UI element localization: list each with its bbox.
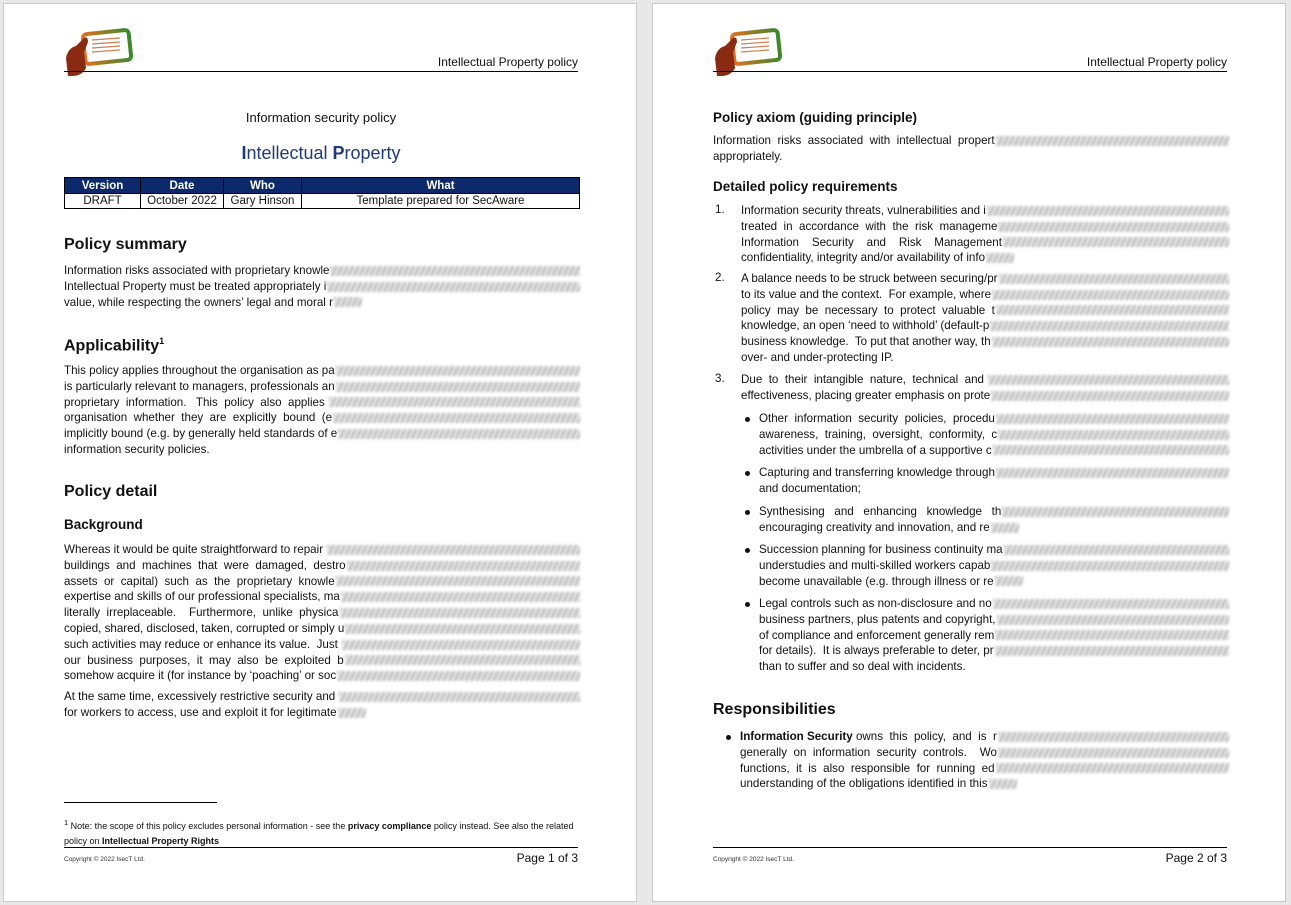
text-line: [64, 605, 580, 621]
line-text: effectiveness, placing greater emphasis on prote: [741, 388, 991, 402]
line-text: Information risks associated with intellectual propert: [713, 134, 995, 147]
requirement-item: [741, 372, 1229, 404]
heading-policy-detail: Policy detail: [64, 483, 158, 500]
bullet-item: [759, 465, 1229, 497]
copyright: Copyright © 2022 IsecT Ltd.: [64, 856, 145, 863]
page-1: [3, 3, 637, 902]
line-text: generally on information security controls. Wo: [740, 745, 997, 759]
redacted-text-blur: [330, 266, 580, 276]
text-line: [64, 395, 580, 411]
text-line: [759, 574, 1229, 590]
redacted-text-blur: [995, 646, 1229, 656]
line-text: Synthesising and enhancing knowledge th: [759, 505, 1002, 518]
redacted-text-blur: [345, 624, 580, 634]
col-what: What: [302, 178, 580, 194]
line-text: somehow acquire it (for instance by ‘poaching’ or soc: [64, 669, 337, 683]
text-line: [713, 149, 1229, 165]
line-text: Due to their intangible nature, technical and: [741, 373, 988, 386]
header-doc-name: Intellectual Property policy: [1086, 55, 1227, 69]
line-text: encouraging creativity and innovation, and re: [759, 520, 990, 534]
redacted-text-blur: [989, 779, 1017, 789]
summary-paragraph: [64, 263, 580, 310]
redacted-text-blur: [336, 382, 580, 392]
redacted-text-blur: [339, 692, 580, 702]
requirement-item: [741, 271, 1229, 366]
doc-title: Intellectual Property: [241, 143, 401, 163]
line-text: confidentiality, integrity and/or availability of info: [741, 251, 986, 265]
requirement-item: [741, 203, 1229, 266]
text-line: [64, 263, 580, 279]
redacted-text-blur: [993, 599, 1229, 609]
header-doc-name: Intellectual Property policy: [437, 55, 578, 69]
responsibility-owner: Information Security: [740, 730, 853, 743]
text-line: [64, 363, 580, 379]
page-2: [652, 3, 1286, 902]
redacted-text-blur: [338, 708, 366, 718]
text-line: [759, 643, 1229, 659]
line-text: activities under the umbrella of a supportive c: [759, 443, 992, 457]
text-line: [759, 427, 1229, 443]
redacted-text-blur: [345, 655, 580, 665]
line-text: Whereas it would be quite straightforward to repair: [64, 543, 327, 556]
line-text: Information security threats, vulnerabilities and i: [741, 204, 986, 217]
redacted-text-blur: [340, 608, 581, 618]
redacted-text-blur: [997, 615, 1229, 625]
text-line: [741, 235, 1229, 251]
text-line: [64, 689, 580, 705]
line-text: over- and under-protecting IP.: [741, 350, 894, 364]
background-paragraph: [64, 542, 580, 684]
redacted-text-blur: [336, 366, 580, 376]
heading-applicability: Applicability$^1$: [64, 336, 165, 355]
redacted-text-blur: [988, 375, 1229, 385]
redacted-text-blur: [996, 136, 1229, 146]
footer-rule: [713, 847, 1227, 848]
page-number: Page 2 of 3: [1165, 851, 1227, 865]
redacted-text-blur: [347, 561, 580, 571]
redacted-text-blur: [995, 630, 1229, 640]
line-text: and documentation;: [759, 481, 861, 495]
redacted-text-blur: [992, 290, 1229, 300]
redacted-text-blur: [327, 282, 580, 292]
redacted-text-blur: [333, 413, 580, 423]
redacted-text-blur: [327, 545, 580, 555]
redacted-text-blur: [998, 748, 1229, 758]
col-version: Version: [65, 178, 141, 194]
line-text: Intellectual Property must be treated appropriately i: [64, 279, 327, 293]
line-text: of compliance and enforcement generally rem: [759, 628, 995, 642]
text-line: [741, 318, 1229, 334]
text-line: [64, 279, 580, 295]
line-text: expertise and skills of our professional specialists, ma: [64, 590, 340, 604]
list-number: 1.: [715, 203, 725, 216]
text-line: [759, 465, 1229, 481]
redacted-text-blur: [991, 561, 1229, 571]
redacted-text-blur: [338, 429, 580, 439]
col-who: Who: [224, 178, 302, 194]
line-text: assets or capital) such as the proprietary knowle: [64, 574, 335, 588]
line-text: buildings and machines that were damaged, destro: [64, 558, 346, 572]
text-line: [741, 219, 1229, 235]
text-line: [64, 637, 580, 653]
line-text: owns this policy, and is r: [852, 730, 997, 743]
text-line: [64, 558, 580, 574]
line-text: Other information security policies, procedu: [759, 412, 995, 425]
line-text: organisation whether they are explicitly bound (e: [64, 411, 333, 425]
line-text: A balance needs to be struck between securing/pr: [741, 272, 998, 285]
bullet-icon: [745, 417, 750, 422]
text-line: [64, 379, 580, 395]
text-line: [759, 612, 1229, 628]
line-text: Capturing and transferring knowledge through: [759, 466, 995, 479]
line-text: understanding of the obligations identified in this: [740, 777, 988, 791]
text-line: [64, 621, 580, 637]
header-rule: [713, 71, 1227, 72]
bullet-icon: [726, 735, 731, 740]
line-text: Succession planning for business continuity ma: [759, 543, 1003, 556]
redacted-text-blur: [991, 391, 1229, 401]
text-line: [741, 271, 1229, 287]
list-number: 3.: [715, 372, 725, 385]
cell-date: October 2022: [141, 194, 224, 209]
redacted-text-blur: [337, 671, 580, 681]
bullet-icon: [745, 510, 750, 515]
bullet-icon: [745, 471, 750, 476]
line-text: awareness, training, oversight, conformity, c: [759, 427, 998, 441]
text-line: [713, 133, 1229, 149]
text-line: [759, 481, 1229, 497]
text-line: [759, 596, 1229, 612]
table-row: [65, 194, 580, 209]
line-text: Information Security and Risk Management: [741, 235, 1002, 249]
heading-responsibilities: Responsibilities: [713, 701, 836, 718]
text-line: [759, 542, 1229, 558]
text-line: [741, 372, 1229, 388]
responsibility-paragraph: [740, 729, 1229, 792]
line-text: At the same time, excessively restrictive security and: [64, 690, 339, 703]
text-line: [759, 411, 1229, 427]
redacted-text-blur: [334, 297, 362, 307]
col-date: Date: [141, 178, 224, 194]
redacted-text-blur: [999, 274, 1229, 284]
line-text: understudies and multi-skilled workers capab: [759, 558, 991, 572]
page-number: Page 1 of 3: [516, 851, 578, 865]
text-line: [759, 628, 1229, 644]
text-line: [740, 729, 1229, 745]
line-text: treated in accordance with the risk manageme: [741, 219, 998, 233]
heading-policy-axiom: Policy axiom (guiding principle): [713, 110, 918, 125]
redacted-text-blur: [996, 763, 1229, 773]
bullet-item: [759, 504, 1229, 536]
line-text: than to suffer and so deal with incidents.: [759, 660, 966, 674]
text-line: [759, 520, 1229, 536]
text-line: [64, 542, 580, 558]
line-text: copied, shared, disclosed, taken, corrupted or simply u: [64, 621, 345, 635]
line-text: business partners, plus patents and copyright,: [759, 612, 996, 626]
redacted-text-blur: [995, 576, 1023, 586]
text-line: [64, 705, 580, 721]
text-line: [740, 776, 1229, 792]
line-text: for details). It is always preferable to deter, pr: [759, 644, 994, 658]
text-line: [759, 558, 1229, 574]
cell-version: DRAFT: [65, 194, 141, 209]
line-text: This policy applies throughout the organisation as pa: [64, 364, 335, 377]
text-line: [741, 287, 1229, 303]
text-line: [740, 745, 1229, 761]
text-line: [64, 295, 580, 311]
line-text: our business purposes, it may also be exploited b: [64, 653, 344, 667]
footer-rule: [64, 847, 578, 848]
bullet-item: [759, 596, 1229, 675]
text-line: [741, 350, 1229, 366]
version-table: [64, 177, 580, 209]
redacted-text-blur: [987, 206, 1229, 216]
redacted-text-blur: [1002, 507, 1229, 517]
redacted-text-blur: [996, 468, 1229, 478]
redacted-text-blur: [342, 640, 580, 650]
text-line: [741, 334, 1229, 350]
line-text: become unavailable (e.g. through illness or re: [759, 574, 994, 588]
line-text: information security policies.: [64, 442, 210, 456]
redacted-text-blur: [998, 732, 1229, 742]
text-line: [741, 203, 1229, 219]
line-text: implicitly bound (e.g. by generally held standards of e: [64, 427, 338, 441]
line-text: Legal controls such as non-disclosure and no: [759, 597, 992, 610]
redacted-text-blur: [991, 523, 1019, 533]
redacted-text-blur: [998, 430, 1229, 440]
heading-policy-summary: Policy summary: [64, 236, 187, 253]
line-text: literally irreplaceable. Furthermore, unlike physica: [64, 606, 339, 620]
redacted-text-blur: [1003, 237, 1229, 247]
footnote: $^1$ Note: the scope of this policy excludes personal information - see the privacy compliance policy instead. See also the related policy on Intellectual Property Rights: [64, 818, 574, 846]
line-text: Information risks associated with proprietary knowle: [64, 264, 330, 277]
applicability-paragraph: [64, 363, 580, 458]
text-line: [741, 250, 1229, 266]
bullet-icon: [745, 548, 750, 553]
text-line: [64, 668, 580, 684]
redacted-text-blur: [996, 414, 1229, 424]
line-text: knowledge, an open ‘need to withhold’ (default-p: [741, 319, 990, 333]
redacted-text-blur: [992, 337, 1229, 347]
text-line: [741, 303, 1229, 319]
doc-subtitle: Information security policy: [245, 110, 397, 125]
text-line: [759, 443, 1229, 459]
line-text: business knowledge. To put that another way, th: [741, 335, 991, 349]
line-text: for workers to access, use and exploit it for legitimate: [64, 705, 337, 719]
header-rule: [64, 71, 578, 72]
text-line: [759, 659, 1229, 675]
bullet-icon: [745, 602, 750, 607]
line-text: policy may be necessary to protect valuable t: [741, 303, 995, 317]
cell-what: Template prepared for SecAware: [302, 194, 580, 209]
text-line: [740, 761, 1229, 777]
redacted-text-blur: [341, 592, 580, 602]
redacted-text-blur: [329, 397, 580, 407]
text-line: [64, 442, 580, 458]
line-text: value, while respecting the owners’ legal and moral r: [64, 295, 333, 309]
text-line: [64, 653, 580, 669]
text-line: [741, 388, 1229, 404]
text-line: [759, 504, 1229, 520]
axiom-paragraph: [713, 133, 1229, 165]
bullet-item: [759, 411, 1229, 458]
redacted-text-blur: [998, 222, 1229, 232]
line-text: proprietary information. This policy also applies: [64, 395, 328, 409]
text-line: [64, 410, 580, 426]
redacted-text-blur: [990, 321, 1229, 331]
heading-background: Background: [64, 517, 143, 532]
redacted-text-blur: [336, 576, 580, 586]
text-line: [64, 574, 580, 590]
line-text: functions, it is also responsible for running ed: [740, 761, 995, 775]
heading-detailed-requirements: Detailed policy requirements: [713, 179, 898, 194]
line-text: to its value and the context. For example, where: [741, 287, 992, 301]
bullet-item: [759, 542, 1229, 589]
redacted-text-blur: [1004, 545, 1229, 555]
background-paragraph-2: [64, 689, 580, 721]
redacted-text-blur: [993, 445, 1229, 455]
redacted-text-blur: [986, 253, 1014, 263]
list-number: 2.: [715, 271, 725, 284]
text-line: [64, 589, 580, 605]
line-text: such activities may reduce or enhance its value. Just: [64, 637, 342, 651]
line-text: appropriately.: [713, 149, 783, 163]
copyright: Copyright © 2022 IsecT Ltd.: [713, 856, 794, 863]
line-text: is particularly relevant to managers, professionals an: [64, 379, 335, 393]
cell-who: Gary Hinson: [224, 194, 302, 209]
redacted-text-blur: [996, 305, 1229, 315]
footnote-separator: [64, 802, 217, 803]
text-line: [64, 426, 580, 442]
